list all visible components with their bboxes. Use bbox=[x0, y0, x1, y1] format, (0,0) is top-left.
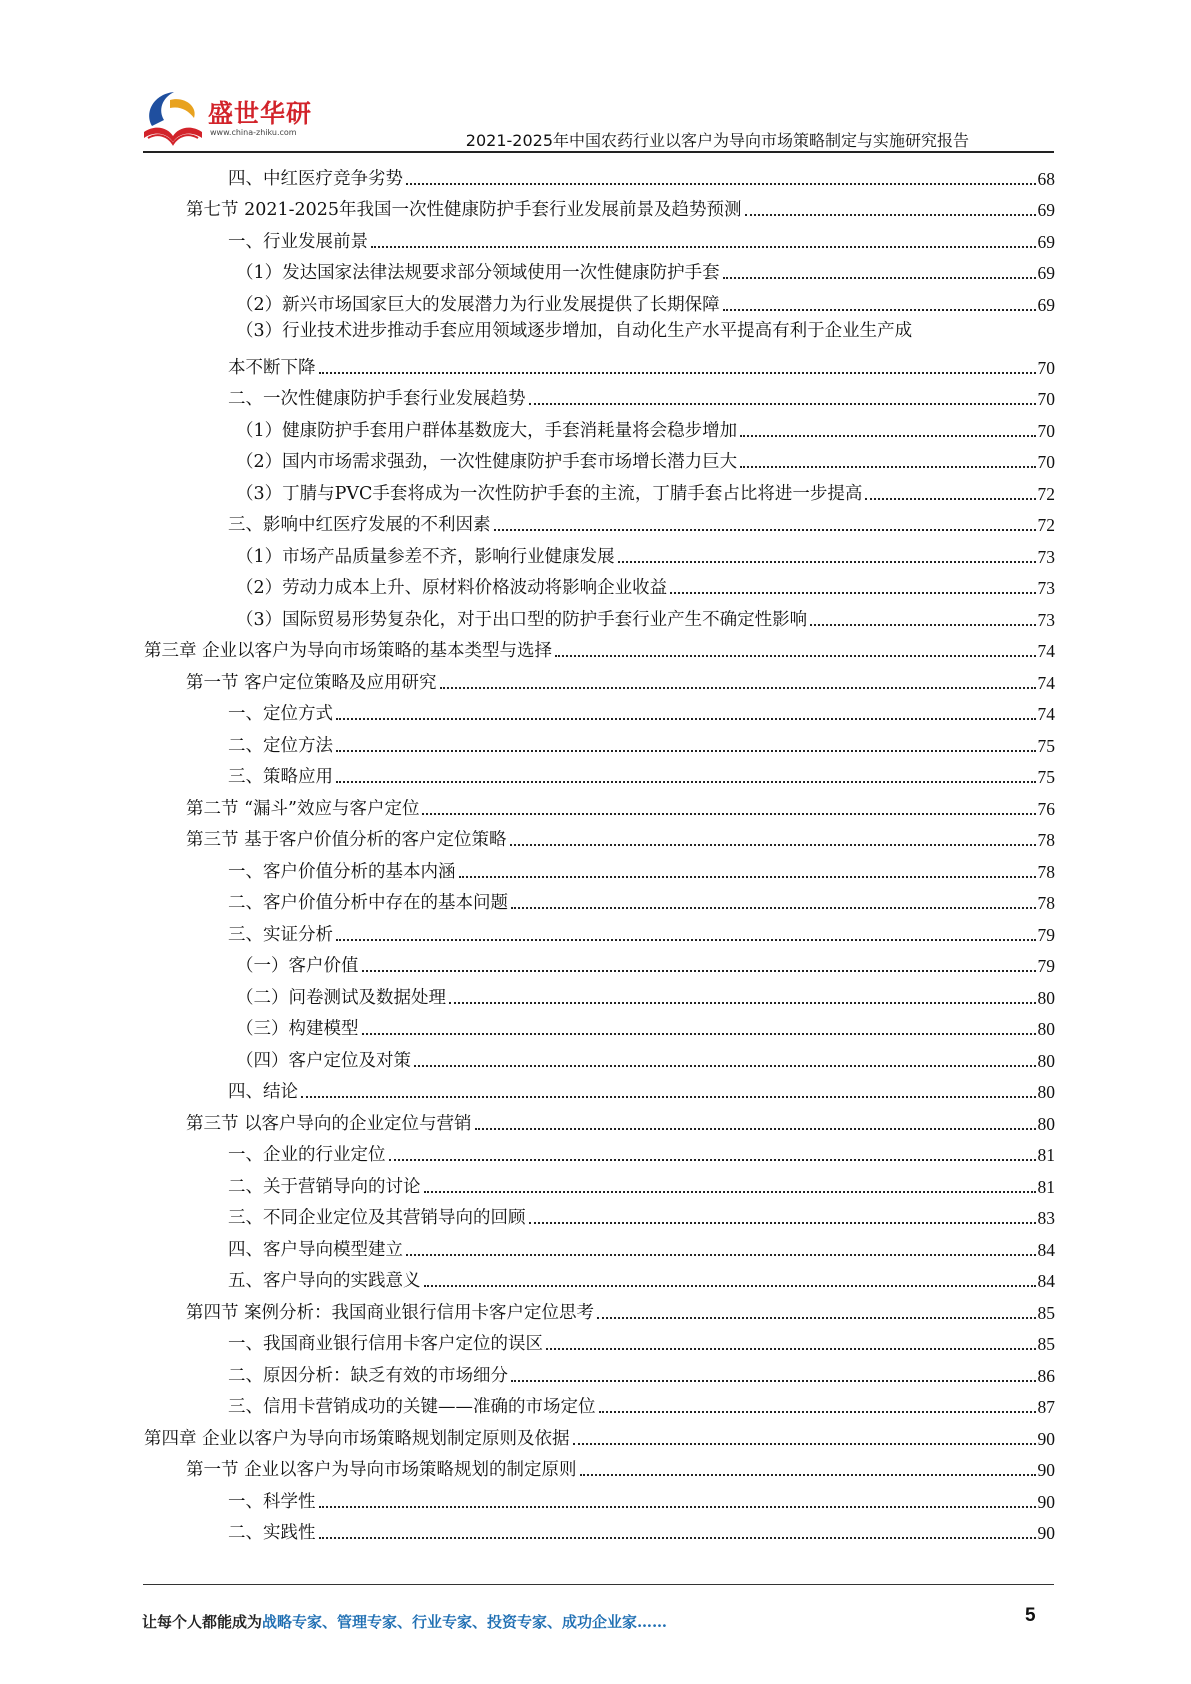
toc-entry-label: 二、定位方法 bbox=[228, 735, 333, 756]
toc-leader-dots bbox=[511, 1380, 1036, 1382]
toc-leader-dots bbox=[573, 1443, 1036, 1445]
toc-entry-label: （2）劳动力成本上升、原材料价格波动将影响企业收益 bbox=[236, 578, 668, 598]
toc-entry[interactable] bbox=[140, 1103, 1055, 1135]
toc-entry-label: （3）行业技术进步推动手套应用领域逐步增加，自动化生产水平提高有利于企业生产成 bbox=[236, 320, 913, 341]
toc-entry-page: 85 bbox=[1037, 1302, 1055, 1323]
toc-entry[interactable] bbox=[140, 1229, 1055, 1261]
toc-entry[interactable] bbox=[140, 820, 1055, 852]
toc-leader-dots bbox=[371, 246, 1036, 248]
toc-entry-label: 一、企业的行业定位 bbox=[228, 1145, 386, 1165]
toc-entry-label: 四、结论 bbox=[228, 1082, 298, 1102]
toc-entry-label: （1）健康防护手套用户群体基数庞大，手套消耗量将会稳步增加 bbox=[236, 420, 738, 441]
brand-logo bbox=[140, 88, 313, 150]
toc-leader-dots bbox=[424, 1285, 1036, 1287]
toc-entry-label: 第三节 以客户导向的企业定位与营销 bbox=[186, 1113, 472, 1134]
toc-entry[interactable] bbox=[140, 788, 1055, 820]
toc-entry-page: 84 bbox=[1037, 1239, 1055, 1260]
toc-entry[interactable] bbox=[140, 883, 1055, 915]
brand-url: www.china-zhiku.com bbox=[210, 128, 297, 137]
toc-leader-dots bbox=[336, 718, 1036, 720]
report-title: 2021-2025年中国农药行业以客户为导向市场策略制定与实施研究报告 bbox=[465, 131, 969, 150]
toc-entry-page: 68 bbox=[1037, 168, 1055, 189]
toc-entry-label: 四、客户导向模型建立 bbox=[228, 1239, 403, 1260]
toc-leader-dots bbox=[424, 1191, 1036, 1193]
toc-entry[interactable] bbox=[140, 1355, 1055, 1387]
toc-entry-label: 二、实践性 bbox=[228, 1523, 316, 1543]
toc-leader-dots bbox=[529, 403, 1036, 405]
toc-leader-dots bbox=[475, 1128, 1036, 1130]
toc-entry-label: 二、客户价值分析中存在的基本问题 bbox=[228, 893, 508, 913]
toc-entry-label: 二、一次性健康防护手套行业发展趋势 bbox=[228, 389, 526, 409]
toc-entry[interactable] bbox=[140, 221, 1055, 253]
toc-entry[interactable] bbox=[140, 1166, 1055, 1198]
toc-entry-label: （二）问卷测试及数据处理 bbox=[236, 987, 446, 1008]
toc-entry-page: 84 bbox=[1037, 1271, 1055, 1291]
toc-entry-page: 80 bbox=[1037, 987, 1055, 1008]
toc-entry-page: 69 bbox=[1037, 294, 1055, 315]
toc-entry-page: 78 bbox=[1037, 893, 1055, 913]
toc-leader-dots bbox=[555, 655, 1035, 657]
toc-entry-label: （1）发达国家法律法规要求部分领域使用一次性健康防护手套 bbox=[236, 263, 720, 283]
toc-leader-dots bbox=[449, 1002, 1036, 1004]
toc-entry[interactable] bbox=[140, 631, 1055, 663]
toc-entry-page: 79 bbox=[1037, 956, 1055, 976]
toc-entry-page: 80 bbox=[1037, 1050, 1055, 1071]
toc-entry[interactable] bbox=[140, 536, 1055, 568]
toc-leader-dots bbox=[723, 277, 1036, 279]
toc-entry-label: （1）市场产品质量参差不齐，影响行业健康发展 bbox=[236, 546, 615, 567]
toc-entry-page: 90 bbox=[1037, 1428, 1055, 1449]
toc-entry[interactable] bbox=[140, 1072, 1055, 1104]
toc-entry[interactable] bbox=[140, 379, 1055, 411]
toc-entry[interactable] bbox=[140, 505, 1055, 537]
toc-leader-dots bbox=[336, 939, 1036, 941]
toc-entry[interactable] bbox=[140, 158, 1055, 190]
toc-entry-label: 三、策略应用 bbox=[228, 767, 333, 787]
toc-entry-label: 一、定位方式 bbox=[228, 704, 333, 724]
toc-leader-dots bbox=[336, 750, 1036, 752]
toc-entry[interactable] bbox=[140, 1292, 1055, 1324]
toc-leader-dots bbox=[529, 1222, 1036, 1224]
toc-leader-dots bbox=[865, 498, 1035, 500]
toc-entry[interactable] bbox=[140, 757, 1055, 789]
toc-entry-label: 三、信用卡营销成功的关键——准确的市场定位 bbox=[228, 1397, 596, 1417]
toc-entry-label: 二、关于营销导向的讨论 bbox=[228, 1176, 421, 1197]
toc-entry[interactable] bbox=[140, 662, 1055, 694]
toc-entry-label-continued: 本不断下降 bbox=[228, 357, 316, 378]
toc-entry-page: 85 bbox=[1037, 1334, 1055, 1354]
toc-entry[interactable] bbox=[140, 1261, 1055, 1293]
toc-entry[interactable] bbox=[140, 442, 1055, 474]
toc-leader-dots bbox=[511, 907, 1036, 909]
toc-leader-dots bbox=[336, 781, 1036, 783]
toc-entry-page: 70 bbox=[1037, 452, 1055, 472]
toc-entry-page: 69 bbox=[1037, 200, 1055, 220]
toc-entry[interactable] bbox=[140, 190, 1055, 222]
slogan-accent: 战略专家、管理专家、行业专家、投资专家、成功企业家…… bbox=[262, 1613, 668, 1631]
toc-entry-page: 74 bbox=[1037, 641, 1055, 661]
toc-entry-page: 80 bbox=[1037, 1113, 1055, 1134]
toc-entry-label: 第三章 企业以客户为导向市场策略的基本类型与选择 bbox=[144, 641, 553, 661]
toc-entry[interactable] bbox=[140, 725, 1055, 757]
toc-entry-label: （一）客户价值 bbox=[236, 956, 359, 976]
toc-entry-page: 74 bbox=[1037, 672, 1055, 693]
toc-leader-dots bbox=[580, 1474, 1036, 1476]
toc-entry[interactable] bbox=[140, 1450, 1055, 1482]
toc-entry-label: 第四节 案例分析：我国商业银行信用卡客户定位思考 bbox=[186, 1302, 595, 1323]
toc-leader-dots bbox=[618, 561, 1036, 563]
toc-entry-page: 76 bbox=[1037, 798, 1055, 819]
toc-leader-dots bbox=[440, 687, 1036, 689]
toc-entry-label: 第三节 基于客户价值分析的客户定位策略 bbox=[186, 830, 507, 850]
toc-leader-dots bbox=[406, 1254, 1036, 1256]
toc-entry[interactable] bbox=[140, 851, 1055, 883]
toc-entry-label: 三、不同企业定位及其营销导向的回顾 bbox=[228, 1208, 526, 1228]
toc-entry[interactable] bbox=[140, 1387, 1055, 1419]
page-header bbox=[0, 0, 1191, 150]
toc-entry-page: 81 bbox=[1037, 1145, 1055, 1165]
toc-entry-page: 80 bbox=[1037, 1019, 1055, 1039]
toc-entry-page: 73 bbox=[1037, 578, 1055, 598]
toc-entry[interactable] bbox=[140, 694, 1055, 726]
toc-entry-page: 83 bbox=[1037, 1208, 1055, 1228]
toc-entry-page: 72 bbox=[1037, 483, 1055, 504]
toc-entry-page: 79 bbox=[1037, 924, 1055, 945]
toc-entry-label: 第四章 企业以客户为导向市场策略规划制定原则及依据 bbox=[144, 1428, 570, 1449]
footer-slogan bbox=[142, 1611, 667, 1632]
footer-divider bbox=[143, 1584, 1054, 1585]
toc-entry-page: 86 bbox=[1037, 1365, 1055, 1386]
header-divider bbox=[143, 151, 1054, 153]
toc-entry-page: 72 bbox=[1037, 515, 1055, 535]
toc-entry-label: （3）国际贸易形势复杂化，对于出口型的防护手套行业产生不确定性影响 bbox=[236, 609, 808, 630]
toc-entry-label: 三、影响中红医疗发展的不利因素 bbox=[228, 515, 491, 535]
toc-entry[interactable] bbox=[140, 1135, 1055, 1167]
toc-entry-page: 90 bbox=[1037, 1460, 1055, 1480]
toc-entry-label: 一、行业发展前景 bbox=[228, 231, 368, 252]
toc-leader-dots bbox=[494, 529, 1036, 531]
table-of-contents bbox=[140, 158, 1055, 1544]
toc-entry[interactable] bbox=[140, 1324, 1055, 1356]
toc-leader-dots bbox=[319, 1506, 1036, 1508]
toc-entry-page: 90 bbox=[1037, 1491, 1055, 1512]
toc-entry-label: （2）国内市场需求强劲，一次性健康防护手套市场增长潜力巨大 bbox=[236, 452, 738, 472]
toc-entry-page: 69 bbox=[1037, 263, 1055, 283]
toc-entry[interactable] bbox=[140, 253, 1055, 285]
toc-entry-label: 二、原因分析：缺乏有效的市场细分 bbox=[228, 1365, 508, 1386]
toc-entry-label: （三）构建模型 bbox=[236, 1019, 359, 1039]
toc-entry-label: 三、实证分析 bbox=[228, 924, 333, 945]
toc-entry-label: 第一节 客户定位策略及应用研究 bbox=[186, 672, 437, 693]
toc-entry[interactable] bbox=[140, 977, 1055, 1009]
toc-entry[interactable] bbox=[140, 946, 1055, 978]
toc-leader-dots bbox=[810, 624, 1035, 626]
toc-entry-label: （3）丁腈与PVC手套将成为一次性防护手套的主流，丁腈手套占比将进一步提高 bbox=[236, 483, 863, 504]
toc-entry[interactable] bbox=[140, 410, 1055, 442]
toc-entry[interactable] bbox=[140, 284, 1055, 316]
toc-entry-label: 第二节 “漏斗”效应与客户定位 bbox=[186, 798, 420, 819]
toc-entry-page: 75 bbox=[1037, 767, 1055, 787]
toc-entry[interactable] bbox=[140, 1513, 1055, 1545]
toc-leader-dots bbox=[362, 1033, 1036, 1035]
toc-leader-dots bbox=[422, 813, 1035, 815]
toc-entry[interactable] bbox=[140, 599, 1055, 631]
toc-entry[interactable] bbox=[140, 473, 1055, 505]
toc-entry[interactable] bbox=[140, 1009, 1055, 1041]
toc-entry[interactable] bbox=[140, 1481, 1055, 1513]
page-number: 5 bbox=[1025, 1605, 1036, 1626]
toc-leader-dots bbox=[599, 1411, 1036, 1413]
toc-leader-dots bbox=[459, 876, 1036, 878]
brand-name: 盛世华研 bbox=[208, 99, 313, 128]
toc-leader-dots bbox=[406, 183, 1036, 185]
toc-entry-page: 78 bbox=[1037, 861, 1055, 882]
toc-entry-label: 一、我国商业银行信用卡客户定位的误区 bbox=[228, 1334, 543, 1354]
toc-entry[interactable] bbox=[140, 1198, 1055, 1230]
toc-entry-page: 80 bbox=[1037, 1082, 1055, 1102]
toc-entry-label: （2）新兴市场国家巨大的发展潜力为行业发展提供了长期保障 bbox=[236, 294, 720, 315]
toc-entry-label: 第一节 企业以客户为导向市场策略规划的制定原则 bbox=[186, 1460, 577, 1480]
toc-entry-page: 78 bbox=[1037, 830, 1055, 850]
toc-entry-page: 90 bbox=[1037, 1523, 1055, 1543]
logo-book-icon bbox=[140, 88, 206, 148]
toc-entry-label: 第七节 2021-2025年我国一次性健康防护手套行业发展前景及趋势预测 bbox=[186, 200, 742, 220]
toc-leader-dots bbox=[389, 1159, 1036, 1161]
toc-entry[interactable] bbox=[140, 914, 1055, 946]
toc-entry-page: 73 bbox=[1037, 609, 1055, 630]
toc-entry-label: （四）客户定位及对策 bbox=[236, 1050, 411, 1071]
toc-entry-page: 70 bbox=[1037, 357, 1055, 378]
slogan-lead: 让每个人都能成为 bbox=[142, 1613, 263, 1631]
toc-entry-page: 81 bbox=[1037, 1176, 1055, 1197]
toc-leader-dots bbox=[301, 1096, 1036, 1098]
toc-entry-page: 70 bbox=[1037, 389, 1055, 409]
toc-entry[interactable] bbox=[140, 568, 1055, 600]
toc-entry[interactable] bbox=[140, 316, 1055, 379]
toc-entry-label: 四、中红医疗竞争劣势 bbox=[228, 168, 403, 189]
toc-entry-label: 五、客户导向的实践意义 bbox=[228, 1271, 421, 1291]
toc-entry-page: 75 bbox=[1037, 735, 1055, 756]
toc-leader-dots bbox=[670, 592, 1035, 594]
toc-leader-dots bbox=[510, 844, 1036, 846]
toc-entry[interactable] bbox=[140, 1418, 1055, 1450]
toc-leader-dots bbox=[740, 435, 1035, 437]
toc-leader-dots bbox=[319, 372, 1036, 374]
toc-entry[interactable] bbox=[140, 1040, 1055, 1072]
toc-entry-page: 73 bbox=[1037, 546, 1055, 567]
toc-leader-dots bbox=[597, 1317, 1035, 1319]
toc-entry-page: 69 bbox=[1037, 231, 1055, 252]
toc-leader-dots bbox=[740, 466, 1035, 468]
toc-entry-page: 70 bbox=[1037, 420, 1055, 441]
toc-entry-page: 87 bbox=[1037, 1397, 1055, 1417]
toc-entry-page: 74 bbox=[1037, 704, 1055, 724]
toc-leader-dots bbox=[319, 1537, 1036, 1539]
toc-leader-dots bbox=[723, 309, 1036, 311]
toc-leader-dots bbox=[546, 1348, 1036, 1350]
toc-leader-dots bbox=[362, 970, 1036, 972]
toc-leader-dots bbox=[745, 214, 1036, 216]
toc-entry-label: 一、客户价值分析的基本内涵 bbox=[228, 861, 456, 882]
toc-entry-label: 一、科学性 bbox=[228, 1491, 316, 1512]
toc-leader-dots bbox=[414, 1065, 1036, 1067]
